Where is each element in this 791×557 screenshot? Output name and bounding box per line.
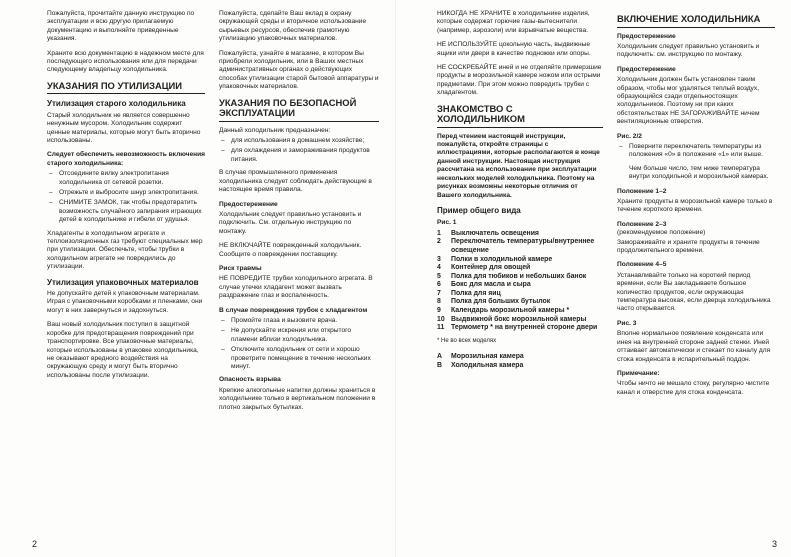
environment-text: Пожалуйста, сделайте Ваш вклад в охрану окружающей среды и вторичное использование сырьевых ресурсов, обеспечив грамотную утилизацию упаковочных материалов. — [219, 10, 367, 43]
list-item: – Поверните переключатель температуры из положения «0» в положение «1» или выше. — [617, 143, 775, 160]
list-item: – Отсоедините вилку электропитания холодильника от сетевой розетки. — [47, 170, 205, 187]
higher-number-text: Чем больше число, тем ниже температура внутри холодильной и морозильной камерах. — [629, 164, 769, 181]
designation-text: Данный холодильник предназначен: — [219, 126, 331, 134]
footnote: * Не во всех моделях — [437, 337, 497, 344]
list-item: – для использования в домашнем хозяйстве; — [219, 137, 379, 145]
damaged-warning: НЕ ВКЛЮЧАЙТЕ поврежденный холодильник. Сообщите о повреждении поставщику. — [219, 242, 362, 258]
turn-step — [617, 143, 775, 160]
position-1-text: Храните продукты в морозильной камере только в течение короткого времени. — [617, 198, 773, 214]
list-item: A Морозильная камера — [437, 353, 524, 361]
column-4 — [617, 10, 775, 403]
injury-label: Риск травмы — [219, 264, 262, 272]
list-item: – Отключите холодильник от сети и хорошо проветрите помещение в течение нескольких минут. — [219, 346, 379, 371]
column-1 — [47, 10, 205, 386]
list-item: – СНИМИТЕ ЗАМОК, так чтобы предотвратить возможность случайного запирания играющих детей в холодильнике и гибели от удушья. — [47, 199, 205, 224]
do-not-use-text: НЕ ИСПОЛЬЗУЙТЕ цокольную часть, выдвижные ящики или двери в качестве подножки или опоры. — [437, 41, 591, 57]
intro-paragraph-2: Храните всю документацию в надежном месте для последующего использования или для передачи следующему владельцу холодильника. — [47, 49, 204, 74]
list-item: 11 Термометр * на внутренней стороне двери — [437, 324, 598, 332]
list-item: 1 Выключатель освещения — [437, 229, 539, 237]
figure-3-label: Рис. 3 — [617, 319, 637, 327]
position-3-text: Устанавливайте только на короткий период времени, если Вы закладываете большое количество продуктов, если окружающая температура высокая, если дверца холодильника часто открывается. — [617, 271, 771, 313]
column-3 — [437, 10, 603, 374]
list-item: – Промойте глаза и вызовите врача. — [219, 317, 379, 325]
example-heading: Пример общего вида — [437, 205, 521, 215]
necessity-text: Следует обеспечить невозможность включения старого холодильника: — [47, 151, 206, 167]
caution-label: Предостережение — [219, 200, 278, 208]
list-item: – для охлаждения и замораживания продуктов питания. — [219, 147, 379, 164]
never-store-text: НИКОГДА НЕ ХРАНИТЕ в холодильнике изделия, которые содержат горючие газы-вытеснители (например, аэрозоли) или взрывчатые вещества. — [437, 10, 590, 34]
caution-label: Предостережение — [617, 32, 676, 40]
do-not-scrape-text: НЕ СОСКРЕБАЙТЕ иней и не отделяйте примерзшие продукты в морозильной камере ножом или острыми предметами. При этом можно повредить трубки с хладагентом. — [437, 64, 602, 97]
disposal-steps — [47, 170, 205, 224]
position-2-label: Положение 2–3 — [617, 220, 667, 228]
list-item: 9 Календарь морозильной камеры * — [437, 307, 570, 315]
packaging-text-2: Ваш новый холодильник поступил в защитной коробке для предотвращения повреждений при транспортировке. Все упаковочные материалы, которые использованы в упаковке холодильника, не оказывают вредного воздействия на окружающую среду и могут быть вторично использованы после утилизации. — [47, 321, 199, 379]
chambers-list — [437, 353, 603, 370]
position-2-text: Замораживайте и храните продукты в течение продолжительного времени. — [617, 238, 760, 255]
subheading-packaging: Утилизация упаковочных материалов — [47, 277, 199, 287]
list-item: – Отрежьте и выбросите шнур электропитания. — [47, 189, 205, 197]
list-item: 2 Переключатель температуры/внутреннее освещение — [437, 238, 595, 254]
damage-label: В случае повреждения трубок с хладагентом — [219, 306, 368, 314]
note-label: Примечание: — [617, 369, 660, 377]
intended-uses — [219, 137, 379, 164]
caution-label-2: Предостережение — [617, 65, 676, 73]
explosion-label: Опасность взрыва — [219, 376, 281, 384]
heading-safety: УКАЗАНИЯ ПО БЕЗОПАСНОЙ ЭКСПЛУАТАЦИИ — [219, 98, 379, 122]
list-item: 5 Полка для тюбиков и небольших банок — [437, 272, 587, 280]
caution-text: Холодильник следует правильно установить и подключить. См. отдельную инструкцию по монтажу. — [219, 210, 362, 235]
list-item: B Холодильная камера — [437, 361, 524, 369]
heading-disposal: УКАЗАНИЯ ПО УТИЛИЗАЦИИ — [47, 81, 205, 95]
page-gutter — [395, 0, 396, 557]
damage-steps — [219, 317, 379, 371]
position-3-label: Положение 4–5 — [617, 261, 667, 269]
heading-switch-on: ВКЛЮЧЕНИЕ ХОЛОДИЛЬНИКА — [617, 14, 775, 28]
page-number-right: 3 — [771, 539, 777, 549]
list-item: 8 Полка для больших бутылок — [437, 298, 551, 306]
parts-list — [437, 230, 603, 333]
list-item: 6 Бокс для масла и сыра — [437, 281, 531, 289]
industrial-text: В случае промышленного применения холодильника следует соблюдать действующие в настоящее время правила. — [219, 169, 372, 194]
list-item: 3 Полки в холодильной камере — [437, 255, 553, 263]
figure-label: Рис. 1 — [437, 219, 457, 227]
list-item: 7 Полка для яиц — [437, 289, 501, 297]
column-2 — [219, 10, 379, 418]
position-2-note: (рекомендуемое положение) — [617, 229, 706, 237]
list-item: 4 Контейнер для овощей — [437, 264, 531, 272]
figure-3-text: Вполне нормальное появление конденсата или инея на внутренней стороне задней стенки. Иней оттаивает автоматически и стекает по каналу для стока конденсата в испарительный поддон. — [617, 330, 771, 363]
subheading-old-fridge: Утилизация старого холодильника — [47, 99, 186, 109]
caution-text-2: Холодильник должен быть установлен таким образом, чтобы мог удаляться теплый воздух, образующийся сзади отдельностоящих холодильников. Поэтому ни при каких обстоятельствах НЕ ЗАГОРАЖИВАЙТЕ ничем вентиляционные отверстия. — [617, 76, 760, 126]
page-number-left: 2 — [32, 539, 38, 549]
list-item: 10 Выдвижной бокс морозильной камеры — [437, 315, 587, 323]
note-text: Чтобы ничто не мешало стоку, регулярно чистите канал и отверстие для стока конденсата. — [617, 380, 770, 396]
heading-introduction: ЗНАКОМСТВО С ХОЛОДИЛЬНИКОМ — [437, 104, 603, 128]
intro-paragraph: Пожалуйста, прочитайте данную инструкцию по эксплуатации и всю другую прилагаемую документацию и выполняйте приведенные указания. — [47, 10, 195, 43]
disposal-info-text: Пожалуйста, узнайте в магазине, в котором Вы приобрели холодильник, или в Ваших местных административных органах о действующих способах утилизации старой бытовой аппаратуры и упаковочных материалов. — [219, 49, 379, 91]
caution-text: Холодильник следует правильно установить и подключить: см. инструкцию по монтажу. — [617, 42, 760, 59]
position-1-label: Положение 1–2 — [617, 187, 667, 195]
refrigerant-text: Хладагенты в холодильном агрегате и теплоизоляционных газ требуют специальных мер при утилизации. Обеспечьте, чтобы трубки в холодильном агрегате не повредились до утилизации. — [47, 229, 203, 271]
explosion-text: Крепкие алкогольные напитки должны храниться в холодильнике только в вертикальном положении в плотно закрытых бутылках. — [219, 386, 376, 411]
figure-2-label: Рис. 2/2 — [617, 132, 642, 140]
old-fridge-text: Старый холодильник не является совершенно ненужным мусором. Холодильник содержит ценные материалы, которые могут быть вторично использованы. — [47, 111, 201, 144]
injury-text: НЕ ПОВРЕДИТЕ трубки холодильного агрегата. В случае утечки хладагент может вызвать раздражение глаз и воспаленность. — [219, 275, 373, 300]
packaging-text: Не допускайте детей к упаковочным материалам. Играя с упаковочными коробками и пленками, они могут в них завернуться и задохнуться. — [47, 290, 203, 314]
illustrations-note: Перед чтением настоящей инструкции, пожалуйста, откройте страницы с иллюстрациями, которые располагаются в конце данной инструкции. Настоящая инструкция рассчитана на использование при эксплуатации нескольких моделей холодильника. Поэтому на рисунках возможны некоторые отличия от Вашего холодильника. — [437, 132, 600, 199]
list-item: – Не допускайте искрения или открытого пламени вблизи холодильника. — [219, 327, 379, 344]
